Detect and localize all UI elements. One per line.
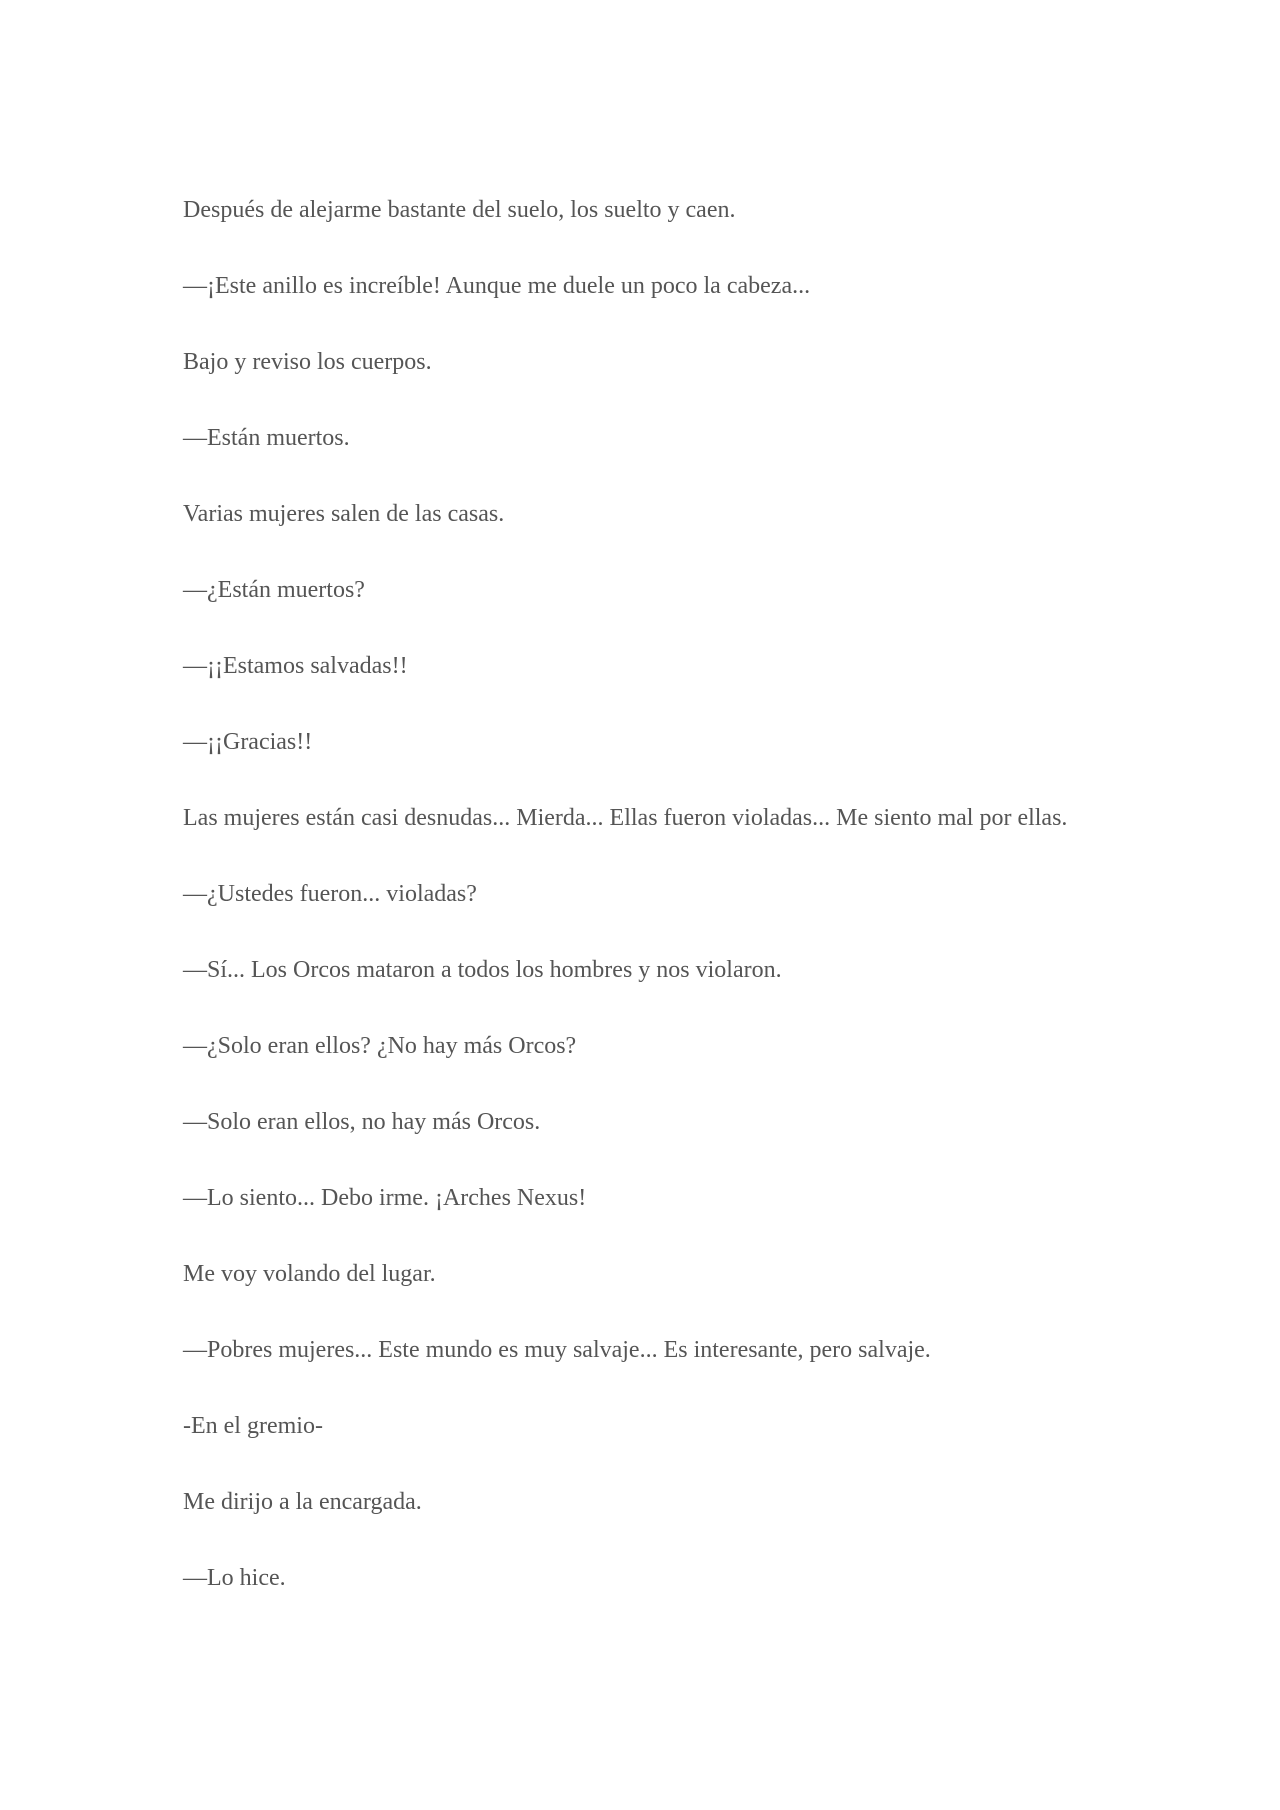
document-body (183, 180, 1103, 1624)
paragraph: Me dirijo a la encargada. (183, 1489, 422, 1515)
dialogue-line: —Lo siento... Debo irme. ¡Arches Nexus! (183, 1185, 587, 1211)
dialogue-line: —¡¡Gracias!! (183, 729, 313, 755)
paragraph: Después de alejarme bastante del suelo, los suelto y caen. (183, 197, 736, 223)
dialogue-line: —¿Están muertos? (183, 577, 365, 603)
dialogue-line: —Pobres mujeres... Este mundo es muy salvaje... Es interesante, pero salvaje. (183, 1337, 931, 1363)
paragraph: Varias mujeres salen de las casas. (183, 501, 505, 527)
dialogue-line: —Lo hice. (183, 1565, 286, 1591)
paragraph: Las mujeres están casi desnudas... Mierda... Ellas fueron violadas... Me siento mal por ellas. (183, 805, 1068, 831)
scene-heading: -En el gremio- (183, 1413, 323, 1439)
dialogue-line: —¡Este anillo es increíble! Aunque me duele un poco la cabeza... (183, 273, 811, 299)
dialogue-line: —¿Solo eran ellos? ¿No hay más Orcos? (183, 1033, 577, 1059)
dialogue-line: —¿Ustedes fueron... violadas? (183, 881, 477, 907)
dialogue-line: —Sí... Los Orcos mataron a todos los hombres y nos violaron. (183, 957, 782, 983)
paragraph: Me voy volando del lugar. (183, 1261, 436, 1287)
dialogue-line: —Están muertos. (183, 425, 350, 451)
dialogue-line: —Solo eran ellos, no hay más Orcos. (183, 1109, 541, 1135)
dialogue-line: —¡¡Estamos salvadas!! (183, 653, 408, 679)
paragraph: Bajo y reviso los cuerpos. (183, 349, 432, 375)
